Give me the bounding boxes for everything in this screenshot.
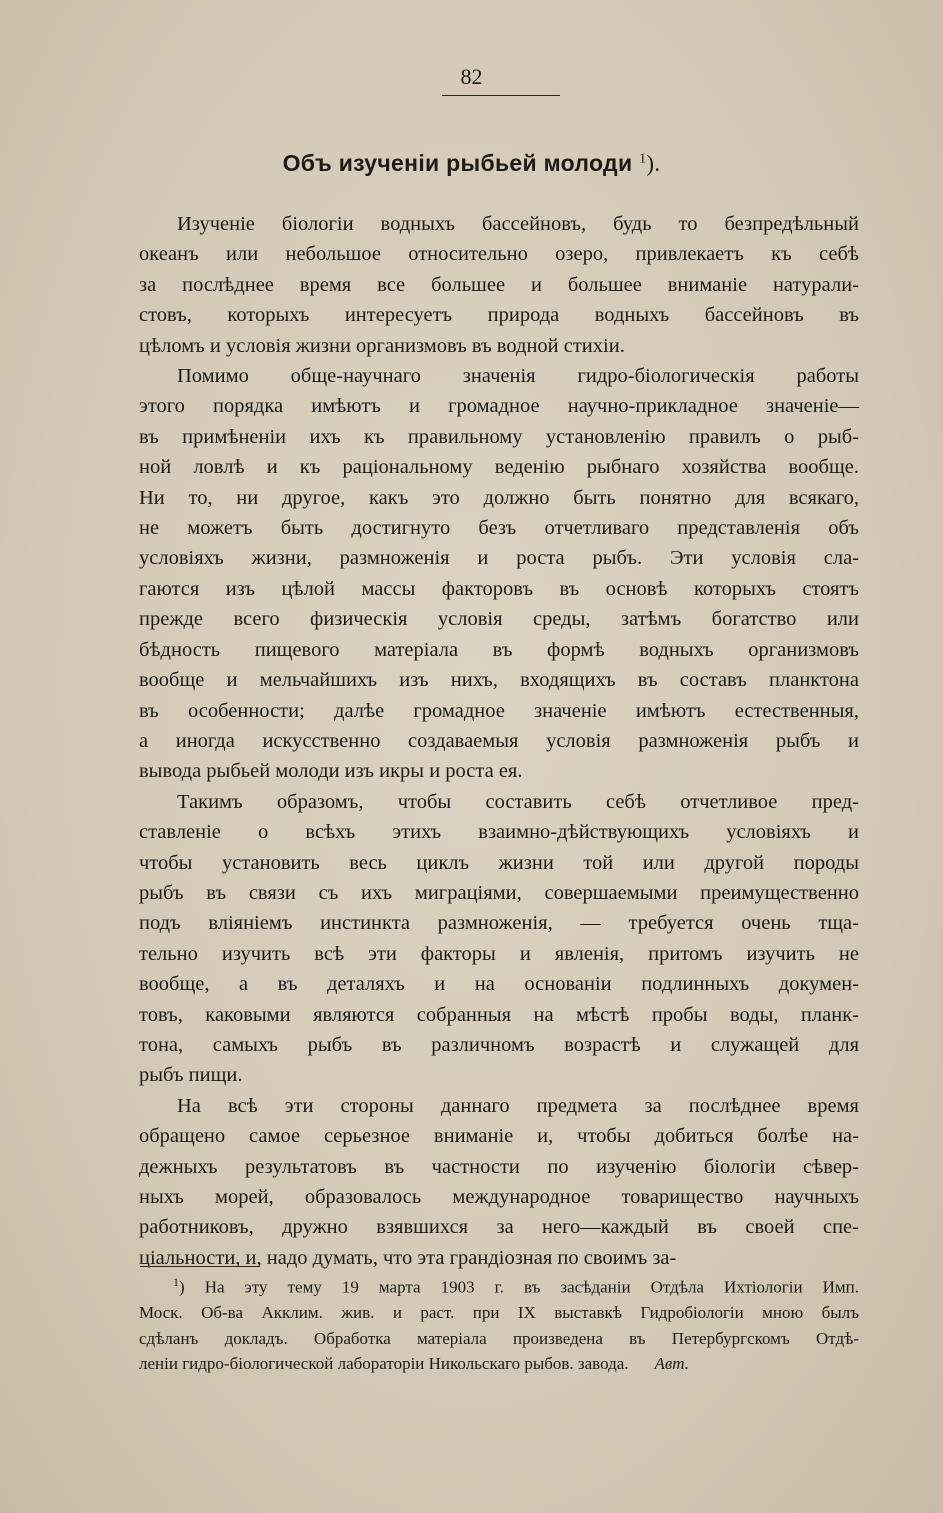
paragraph bbox=[139, 361, 859, 787]
header-rule bbox=[442, 95, 560, 96]
text-line: вообще, а въ деталяхъ и на основаніи подлинныхъ докумен- bbox=[139, 973, 859, 996]
text-line: за послѣднее время все большее и большее вниманіе натурали- bbox=[139, 273, 859, 296]
article-title bbox=[0, 150, 943, 177]
text-line: рыбъ въ связи съ ихъ миграціями, совершаемыми преимущественно bbox=[139, 881, 859, 904]
text-line: дежныхъ результатовъ въ частности по изученію біологіи сѣвер- bbox=[139, 1155, 859, 1178]
text-line: тельно изучить всѣ эти факторы и явленія, притомъ изучить не bbox=[139, 942, 859, 965]
text-line: стовъ, которыхъ интересуетъ природа водныхъ бассейновъ въ bbox=[139, 304, 859, 327]
footnote-text: леніи гидро-біологической лабораторіи Никольскаго рыбов. завода. bbox=[139, 1354, 629, 1374]
title-close: ). bbox=[646, 151, 661, 176]
article-body bbox=[139, 209, 859, 1273]
footnote-text: ) На эту тему 19 марта 1903 г. въ засѣданіи Отдѣла Ихтіологіи Имп. bbox=[179, 1277, 859, 1297]
text-line: ціальности, и, надо думать, что эта грандіозная по своимъ за- bbox=[139, 1246, 677, 1269]
text-line: цѣломъ и условія жизни организмовъ въ водной стихіи. bbox=[139, 334, 625, 357]
paragraph bbox=[139, 209, 859, 361]
text-line: рыбъ пищи. bbox=[139, 1064, 243, 1087]
text-line: а иногда искусственно создаваемыя условія размноженія рыбъ и bbox=[139, 729, 859, 752]
paragraph bbox=[139, 787, 859, 1091]
footnote-line bbox=[139, 1270, 859, 1300]
text-line: прежде всего физическія условія среды, затѣмъ богатство или bbox=[139, 608, 859, 631]
page-number: 82 bbox=[460, 64, 483, 89]
text-line: Такимъ образомъ, чтобы составить себѣ отчетливое пред- bbox=[177, 790, 859, 813]
text-line: гаются изъ цѣлой массы факторовъ въ основѣ которыхъ стоятъ bbox=[139, 577, 859, 600]
footnote-line bbox=[139, 1300, 859, 1326]
text-line: ставленіе о всѣхъ этихъ взаимно-дѣйствующихъ условіяхъ и bbox=[139, 821, 859, 844]
text-line: океанъ или небольшое относительно озеро, привлекаетъ къ себѣ bbox=[139, 243, 859, 266]
text-line: условіяхъ жизни, размноженія и роста рыбъ. Эти условія сла- bbox=[139, 547, 859, 570]
text-line: Ни то, ни другое, какъ это должно быть понятно для всякаго, bbox=[139, 486, 859, 509]
text-line: вывода рыбьей молоди изъ икры и роста ея. bbox=[139, 760, 523, 783]
footnote-text: сдѣланъ докладъ. Обработка матеріала произведена въ Петербургскомъ Отдѣ- bbox=[139, 1328, 859, 1348]
footnote-rule bbox=[140, 1266, 260, 1267]
text-line: чтобы установить весь циклъ жизни той или другой породы bbox=[139, 851, 859, 874]
text-line: въ примѣненіи ихъ къ правильному установленію правилъ о рыб- bbox=[139, 425, 859, 448]
footnote-text: Моск. Об-ва Акклим. жив. и раст. при IX выставкѣ Гидробіологіи мною былъ bbox=[139, 1303, 859, 1323]
title-footnote-mark: 1 bbox=[639, 151, 647, 167]
text-line: тона, самыхъ рыбъ въ различномъ возрастѣ и служащей для bbox=[139, 1033, 859, 1056]
text-line: На всѣ эти стороны даннаго предмета за послѣднее время bbox=[177, 1094, 859, 1117]
text-line: въ особенности; далѣе громадное значеніе имѣютъ естественныя, bbox=[139, 699, 859, 722]
footnote-signature: Авт. bbox=[654, 1354, 690, 1374]
title-text: Объ изученіи рыбьей молоди bbox=[282, 150, 633, 176]
text-line: товъ, каковыми являются собранныя на мѣстѣ пробы воды, планк- bbox=[139, 1003, 859, 1026]
text-line: ныхъ морей, образовалось международное товарищество научныхъ bbox=[139, 1186, 859, 1208]
text-line: работниковъ, дружно взявшихся за него—каждый въ своей спе- bbox=[139, 1216, 859, 1239]
text-line: вообще и мельчайшихъ изъ нихъ, входящихъ въ составъ планктона bbox=[139, 669, 859, 692]
text-line: Изученіе біологіи водныхъ бассейновъ, будь то безпредѣльный bbox=[177, 213, 859, 235]
footnote-line bbox=[139, 1351, 859, 1377]
text-line: Помимо обще-научнаго значенія гидро-біологическія работы bbox=[177, 365, 859, 388]
text-line: подъ вліяніемъ инстинкта размноженія, — требуется очень тща- bbox=[139, 912, 859, 935]
paragraph bbox=[139, 1091, 859, 1273]
text-line: этого порядка имѣютъ и громадное научно-прикладное значеніе— bbox=[139, 395, 859, 418]
text-line: не можетъ быть достигнуто безъ отчетливаго представленія объ bbox=[139, 517, 859, 540]
footnote-mark: 1 bbox=[173, 1275, 179, 1289]
text-line: обращено самое серьезное вниманіе и, чтобы добиться болѣе на- bbox=[139, 1125, 859, 1148]
footnote bbox=[139, 1270, 859, 1377]
text-line: бѣдность пищевого матеріала въ формѣ водныхъ организмовъ bbox=[139, 638, 859, 661]
text-line: ной ловлѣ и къ раціональному веденію рыбнаго хозяйства вообще. bbox=[139, 456, 859, 479]
footnote-line bbox=[139, 1326, 859, 1352]
